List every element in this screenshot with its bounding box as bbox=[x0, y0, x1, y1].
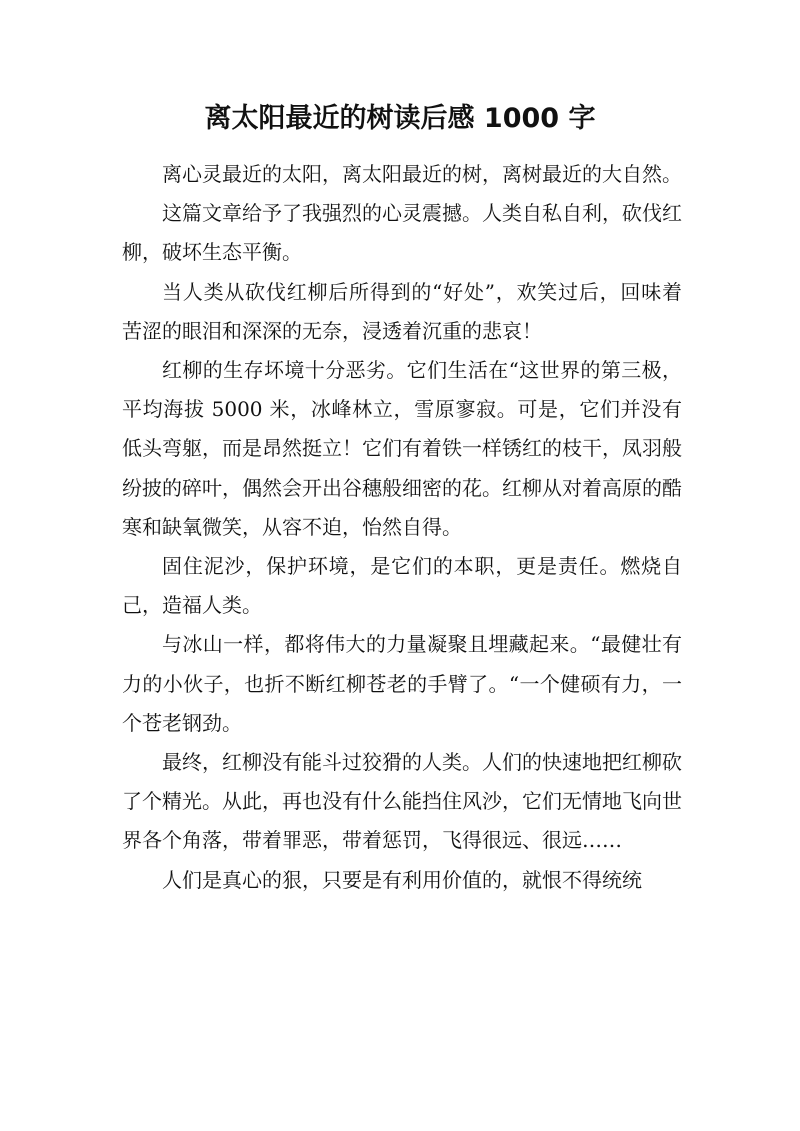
paragraph: 固住泥沙，保护环境，是它们的本职，更是责任。燃烧自己，造福人类。 bbox=[122, 554, 682, 618]
paragraph: 当人类从砍伐红柳后所得到的“好处”，欢笑过后，回味着苦涩的眼泪和深深的无奈，浸透着沉重的悲哀！ bbox=[122, 279, 682, 343]
paragraph: 离心灵最近的太阳，离太阳最近的树，离树最近的大自然。 bbox=[162, 162, 682, 186]
paragraph: 这篇文章给予了我强烈的心灵震撼。人类自私自利，砍伐红柳，破坏生态平衡。 bbox=[122, 201, 682, 265]
paragraph: 与冰山一样，都将伟大的力量凝聚且埋藏起来。“最健壮有力的小伙子，也折不断红柳苍老的手臂了。“一个健硕有力，一个苍老钢劲。 bbox=[122, 632, 682, 735]
paragraph: 最终，红柳没有能斗过狡猾的人类。人们的快速地把红柳砍了个精光。从此，再也没有什么能挡住风沙，它们无情地飞向世界各个角落，带着罪恶，带着惩罚，飞得很远、很远…… bbox=[122, 750, 682, 853]
paragraph: 红柳的生存坏境十分恶劣。它们生活在“这世界的第三极，平均海拔 5000 米，冰峰林立，雪原寥寂。可是，它们并没有低头弯躯，而是昂然挺立！它们有着铁一样锈红的枝干，凤羽般纷披的碎叶，偶然会开出谷穗般细密的花。红柳从对着高原的酷寒和缺氧微笑，从容不迫，怡然自得。 bbox=[122, 358, 682, 539]
document-title: 离太阳最近的树读后感 1000 字 bbox=[204, 103, 596, 134]
paragraph: 人们是真心的狠，只要是有利用价值的，就恨不得统统 bbox=[162, 867, 642, 892]
document-body bbox=[122, 155, 682, 900]
